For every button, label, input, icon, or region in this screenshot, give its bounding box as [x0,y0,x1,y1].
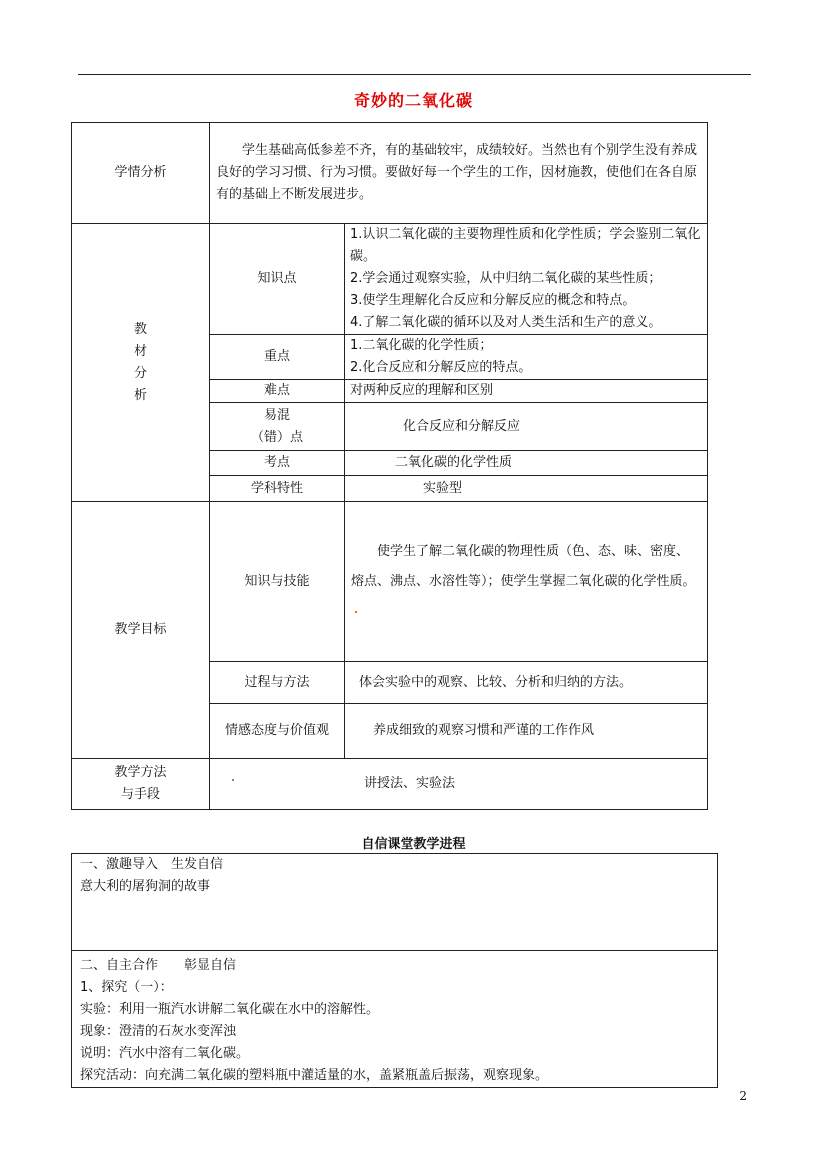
header-rule [78,74,751,75]
attitude-text: 养成细致的观察习惯和严谨的工作作风 [345,704,708,759]
method-label-line: 与手段 [120,787,160,802]
difficulty-text: 对两种反应的理解和区别 [345,380,708,403]
part2-line: 实验：利用一瓶汽水讲解二氧化碳在水中的溶解性。 [80,1002,380,1017]
knowledge-item: 2.学会通过观察实验，从中归纳二氧化碳的某些性质； [350,271,662,286]
subject-trait-label: 学科特性 [210,476,345,502]
knowledge-item: 1.认识二氧化碳的主要物理性质和化学性质；学会鉴别二氧化碳。 [350,227,701,264]
progress-part1 [72,854,718,951]
key-point-item: 2.化合反应和分解反应的特点。 [350,360,532,375]
confusion-label-line: 易混 [263,407,290,423]
process-text: 体会实验中的观察、比较、分析和归纳的方法。 [345,662,708,704]
method-label-line: 教学方法 [114,765,167,780]
attitude-label: 情感态度与价值观 [210,704,345,759]
confusion-text: 化合反应和分解反应 [345,403,708,451]
material-char: 材 [133,343,147,359]
subject-trait-text: 实验型 [345,476,708,502]
skill-row [72,502,708,662]
confusion-label-line: （错）点 [250,429,303,445]
learner-analysis-text: 学生基础高低参差不齐，有的基础较牢，成绩较好。当然也有个别学生没有养成良好的学习习惯、行为习惯。要做好每一个学生的工作，因材施教，使他们在各自原有的基础上不断发展进步。 [210,123,708,224]
exam-point-label: 考点 [210,451,345,476]
progress-part1-cell [72,854,718,951]
learner-analysis-label: 学情分析 [72,123,210,224]
key-point-item: 1.二氧化碳的化学性质； [350,338,493,353]
method-label [72,759,210,810]
knowledge-points [345,224,708,335]
method-cell [210,759,708,810]
part2-line: 1、探究（一）： [80,980,173,995]
skill-cell [345,502,708,662]
knowledge-row [72,224,708,335]
part1-line: 意大利的屠狗洞的故事 [80,879,211,894]
part2-line: 说明：汽水中溶有二氧化碳。 [80,1046,250,1061]
skill-label: 知识与技能 [210,502,345,662]
material-char: 析 [133,387,147,403]
knowledge-item: 3.使学生理解化合反应和分解反应的概念和特点。 [350,293,636,308]
key-points-label: 重点 [210,335,345,380]
process-label: 过程与方法 [210,662,345,704]
progress-heading: 自信课堂教学进程 [361,837,466,852]
skill-text: 使学生了解二氧化碳的物理性质（色、态、味、密度、熔点、沸点、水溶性等）；使学生掌握二氧化碳的化学性质。 [351,543,696,589]
material-char: 分 [133,365,147,381]
orange-dot-mark [355,611,357,613]
page-number: 2 [739,1089,747,1103]
confusion-label [210,403,345,451]
document-title: 奇妙的二氧化碳 [353,91,473,110]
learner-analysis-row [72,123,708,224]
progress-part2 [72,951,718,1088]
part2-title: 二、自主合作 彰显自信 [80,958,237,973]
material-char: 教 [133,321,147,337]
lesson-plan-table [71,122,708,810]
knowledge-label: 知识点 [210,224,345,335]
exam-point-text: 二氧化碳的化学性质 [345,451,708,476]
method-text: 讲授法、实验法 [364,776,456,791]
progress-part2-cell [72,951,718,1088]
progress-table [71,853,718,1088]
method-row [72,759,708,810]
part2-line: 现象：澄清的石灰水变浑浊 [80,1024,237,1039]
material-analysis-label [72,224,210,502]
teaching-goal-label: 教学目标 [72,502,210,759]
difficulty-label: 难点 [210,380,345,403]
part2-line: 探究活动：向充满二氧化碳的塑料瓶中灌适量的水，盖紧瓶盖后振荡，观察现象。 [80,1068,549,1083]
part1-title: 一、激趣导入 生发自信 [80,857,224,872]
key-points [345,335,708,380]
knowledge-item: 4.了解二氧化碳的循环以及对人类生活和生产的意义。 [350,315,662,330]
